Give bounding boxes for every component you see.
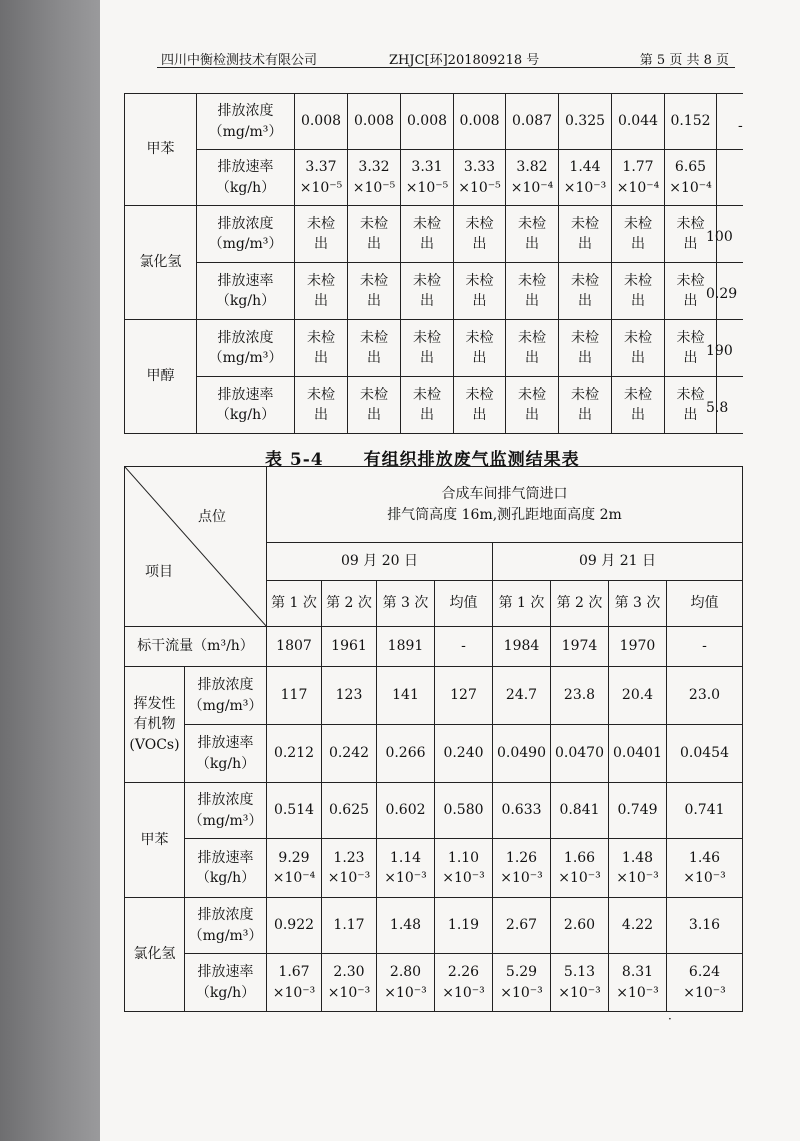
conc-label: 排放浓度 （mg/m³） — [197, 94, 295, 150]
table-row — [125, 667, 743, 725]
value-cell: 0.602 — [377, 783, 435, 839]
stack-info-text: 排气筒高度 16m,测孔距地面高度 2m — [387, 506, 622, 523]
value-cell: 0.152 — [665, 94, 717, 150]
pollutant-name: 甲苯 — [125, 783, 185, 898]
table-row — [125, 150, 743, 206]
diagonal-line — [125, 467, 267, 627]
value-cell: 0.212 — [267, 725, 322, 783]
value-cell: 未检 出 — [612, 206, 665, 263]
run-header: 均值 — [667, 581, 743, 627]
value-cell: 未检 出 — [665, 320, 717, 377]
table-row — [125, 263, 743, 320]
value-cell: 0.514 — [267, 783, 322, 839]
value-cell: 1.48 ×10⁻³ — [609, 839, 667, 898]
page-number: 第 5 页 共 8 页 — [639, 53, 729, 68]
flow-value: 1974 — [551, 627, 609, 667]
value-cell: 未检 出 — [295, 206, 348, 263]
value-cell: 1.23 ×10⁻³ — [322, 839, 377, 898]
value-cell: 5.13 ×10⁻³ — [551, 954, 609, 1012]
table-row — [125, 94, 743, 150]
value-cell: 未检 出 — [506, 377, 559, 434]
page-header — [157, 45, 735, 68]
value-cell: 0.749 — [609, 783, 667, 839]
rate-label: 排放速率 （kg/h） — [185, 725, 267, 783]
value-cell: 3.33 ×10⁻⁵ — [454, 150, 506, 206]
flow-value: 1961 — [322, 627, 377, 667]
location-cell — [267, 467, 743, 543]
position-label: 点位 — [198, 509, 226, 525]
value-cell: 未检 出 — [295, 263, 348, 320]
side-value: 0.29 — [706, 286, 738, 302]
value-cell: 1.48 — [377, 898, 435, 954]
value-cell: 未检 出 — [454, 206, 506, 263]
value-cell: 5.29 ×10⁻³ — [493, 954, 551, 1012]
run-header: 第 3 次 — [377, 581, 435, 627]
value-cell: 未检 出 — [506, 320, 559, 377]
value-cell: 未检 出 — [454, 320, 506, 377]
value-cell: 未检 出 — [506, 263, 559, 320]
flow-value: 1891 — [377, 627, 435, 667]
value-cell: 未检 出 — [612, 377, 665, 434]
side-value: 5.8 — [706, 400, 729, 416]
table-row — [125, 898, 743, 954]
run-header: 第 1 次 — [493, 581, 551, 627]
value-cell: 未检 出 — [348, 377, 401, 434]
value-cell: 0.008 — [454, 94, 506, 150]
table-row — [125, 377, 743, 434]
rate-label: 排放速率 （kg/h） — [185, 954, 267, 1012]
value-cell: 0.841 — [551, 783, 609, 839]
flow-value: 1807 — [267, 627, 322, 667]
pollutant-name: 甲醇 — [125, 320, 197, 434]
value-cell: 未检 出 — [348, 206, 401, 263]
value-cell: 117 — [267, 667, 322, 725]
value-cell: 未检 出 — [559, 320, 612, 377]
value-cell: 未检 出 — [612, 263, 665, 320]
value-cell: 1.46 ×10⁻³ — [667, 839, 743, 898]
value-cell: 0.0454 — [667, 725, 743, 783]
value-cell: 1.26 ×10⁻³ — [493, 839, 551, 898]
conc-label: 排放浓度 （mg/m³） — [197, 320, 295, 377]
value-cell: 0.625 — [322, 783, 377, 839]
value-cell: 未检 出 — [348, 263, 401, 320]
flow-value: - — [435, 627, 493, 667]
pollutant-name: 氯化氢 — [125, 206, 197, 320]
value-cell: 3.32 ×10⁻⁵ — [348, 150, 401, 206]
run-header: 第 2 次 — [551, 581, 609, 627]
value-cell: 0.0490 — [493, 725, 551, 783]
value-cell: 未检 出 — [348, 320, 401, 377]
table-5-4 — [124, 466, 743, 1012]
run-header: 第 3 次 — [609, 581, 667, 627]
flow-value: 1970 — [609, 627, 667, 667]
value-cell: 127 — [435, 667, 493, 725]
value-cell: 0.325 — [559, 94, 612, 150]
value-cell: 0.741 — [667, 783, 743, 839]
value-cell: 3.16 — [667, 898, 743, 954]
value-cell: 未检 出 — [665, 206, 717, 263]
value-cell: 未检 出 — [295, 320, 348, 377]
company-name: 四川中衡检测技术有限公司 — [161, 53, 318, 68]
item-label: 项目 — [145, 563, 173, 580]
value-cell: 3.82 ×10⁻⁴ — [506, 150, 559, 206]
value-cell: 0.580 — [435, 783, 493, 839]
value-cell: 未检 出 — [559, 377, 612, 434]
value-cell: 0.240 — [435, 725, 493, 783]
value-cell: 24.7 — [493, 667, 551, 725]
rate-label: 排放速率 （kg/h） — [197, 150, 295, 206]
table-title: 有组织排放废气监测结果表 — [363, 450, 580, 470]
pollutant-name: 挥发性 有机物 (VOCs) — [125, 667, 185, 783]
value-cell: 0.008 — [401, 94, 454, 150]
flow-value: - — [667, 627, 743, 667]
table-row — [125, 839, 743, 898]
table-continued — [124, 93, 743, 434]
value-cell: 1.10 ×10⁻³ — [435, 839, 493, 898]
value-cell: 0.266 — [377, 725, 435, 783]
value-cell: 8.31 ×10⁻³ — [609, 954, 667, 1012]
value-cell: 未检 出 — [401, 320, 454, 377]
side-value: 100 — [706, 229, 733, 245]
value-cell: 0.242 — [322, 725, 377, 783]
pollutant-name: 氯化氢 — [125, 898, 185, 1012]
value-cell: 123 — [322, 667, 377, 725]
value-cell: 2.26 ×10⁻³ — [435, 954, 493, 1012]
value-cell: 未检 出 — [665, 263, 717, 320]
run-header: 第 2 次 — [322, 581, 377, 627]
value-cell: 0.087 — [506, 94, 559, 150]
value-cell: 0.044 — [612, 94, 665, 150]
table-row — [125, 783, 743, 839]
value-cell: 未检 出 — [401, 377, 454, 434]
value-cell: 未检 出 — [559, 206, 612, 263]
value-cell: 23.0 — [667, 667, 743, 725]
value-cell: 1.14 ×10⁻³ — [377, 839, 435, 898]
value-cell: 2.30 ×10⁻³ — [322, 954, 377, 1012]
value-cell: 未检 出 — [665, 377, 717, 434]
rate-label: 排放速率 （kg/h） — [185, 839, 267, 898]
value-cell: 2.67 — [493, 898, 551, 954]
value-cell: 6.65 ×10⁻⁴ — [665, 150, 717, 206]
flow-label: 标干流量（m³/h） — [125, 627, 267, 667]
value-cell: 未检 出 — [559, 263, 612, 320]
value-cell: 1.77 ×10⁻⁴ — [612, 150, 665, 206]
value-cell: 1.44 ×10⁻³ — [559, 150, 612, 206]
adjacent-page-edge — [0, 0, 100, 1141]
table-row — [125, 320, 743, 377]
value-cell: 未检 出 — [454, 263, 506, 320]
value-cell: 未检 出 — [612, 320, 665, 377]
flow-value: 1984 — [493, 627, 551, 667]
run-header: 均值 — [435, 581, 493, 627]
table-number: 表 5-4 — [265, 450, 324, 470]
value-cell: 未检 出 — [401, 263, 454, 320]
pollutant-name: 甲苯 — [125, 94, 197, 206]
side-value: - — [738, 118, 743, 134]
table-row — [125, 725, 743, 783]
value-cell: 0.008 — [348, 94, 401, 150]
value-cell: 3.37 ×10⁻⁵ — [295, 150, 348, 206]
conc-label: 排放浓度 （mg/m³） — [185, 783, 267, 839]
header-diagonal-cell — [125, 467, 267, 627]
table-row — [125, 206, 743, 263]
value-cell: 2.80 ×10⁻³ — [377, 954, 435, 1012]
value-cell: 未检 出 — [506, 206, 559, 263]
edge-cell — [717, 150, 743, 206]
date-cell: 09 月 20 日 — [267, 543, 493, 581]
value-cell: 0.633 — [493, 783, 551, 839]
value-cell: 141 — [377, 667, 435, 725]
table-row — [125, 954, 743, 1012]
value-cell: 0.0470 — [551, 725, 609, 783]
value-cell: 1.66 ×10⁻³ — [551, 839, 609, 898]
value-cell: 1.67 ×10⁻³ — [267, 954, 322, 1012]
value-cell: 未检 出 — [295, 377, 348, 434]
value-cell: 0.008 — [295, 94, 348, 150]
rate-label: 排放速率 （kg/h） — [197, 263, 295, 320]
value-cell: 0.0401 — [609, 725, 667, 783]
value-cell: 1.17 — [322, 898, 377, 954]
run-header: 第 1 次 — [267, 581, 322, 627]
value-cell: 3.31 ×10⁻⁵ — [401, 150, 454, 206]
page-mark: · — [668, 1012, 672, 1026]
value-cell: 6.24 ×10⁻³ — [667, 954, 743, 1012]
value-cell: 1.19 — [435, 898, 493, 954]
value-cell: 20.4 — [609, 667, 667, 725]
side-value: 190 — [706, 343, 733, 359]
conc-label: 排放浓度 （mg/m³） — [185, 898, 267, 954]
value-cell: 2.60 — [551, 898, 609, 954]
conc-label: 排放浓度 （mg/m³） — [197, 206, 295, 263]
date-cell: 09 月 21 日 — [493, 543, 743, 581]
conc-label: 排放浓度 （mg/m³） — [185, 667, 267, 725]
value-cell: 未检 出 — [401, 206, 454, 263]
value-cell: 9.29 ×10⁻⁴ — [267, 839, 322, 898]
location-text: 合成车间排气筒进口 — [441, 486, 568, 503]
value-cell: 23.8 — [551, 667, 609, 725]
report-number: ZHJC[环]201809218 号 — [389, 53, 540, 68]
value-cell: 4.22 — [609, 898, 667, 954]
value-cell: 0.922 — [267, 898, 322, 954]
rate-label: 排放速率 （kg/h） — [197, 377, 295, 434]
value-cell: 未检 出 — [454, 377, 506, 434]
